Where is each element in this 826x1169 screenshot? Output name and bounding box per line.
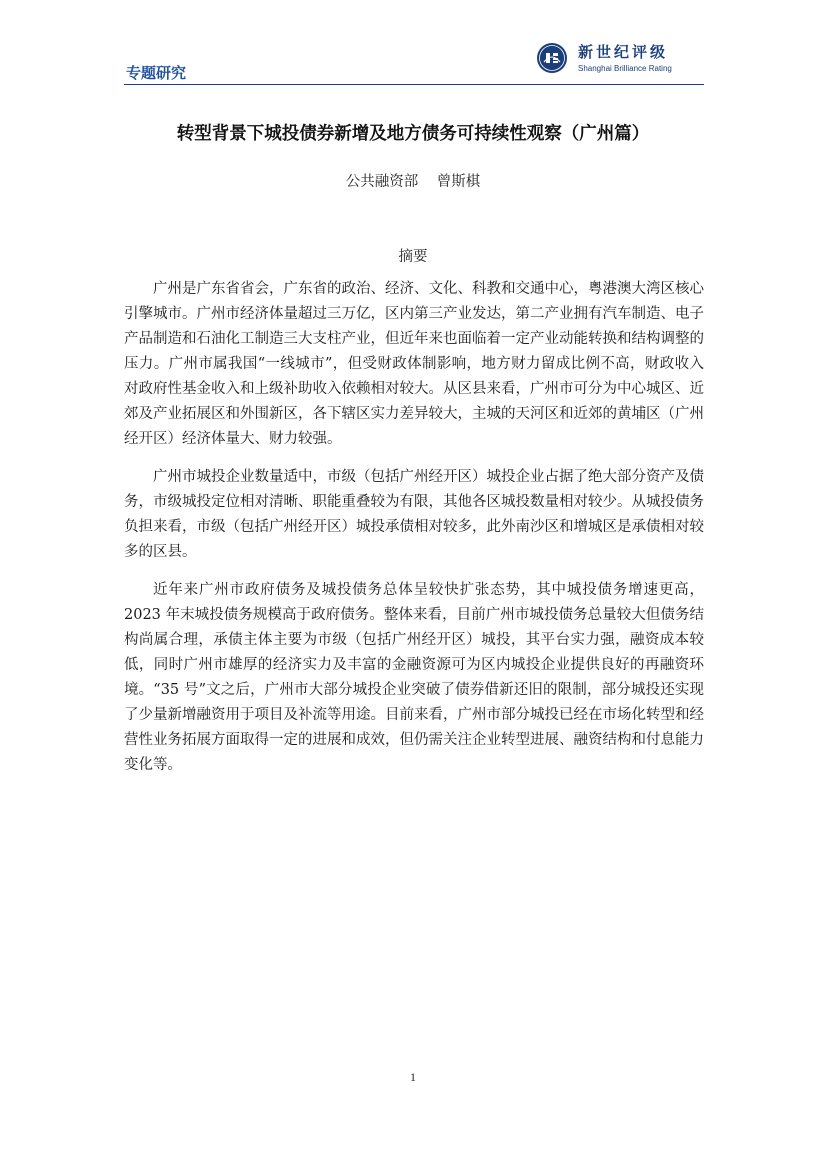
authors-line: 公共融资部 曾斯棋: [345, 174, 481, 190]
abstract-paragraph: 近年来广州市政府债务及城投债务总体呈较快扩张态势，其中城投债务增速更高，2023 年末城投债务规模高于政府债务。整体来看，目前广州市城投债务总量较大但债务结构尚属合理，承债主体主要为市级（包括广州经开区）城投，其平台实力强，融资成本较低，同时广州市雄厚的经济实力及丰富的金融资源可为区内城投企业提供良好的再融资环境。“35 号”文之后，广州市大部分城投企业突破了债券借新还旧的限制，部分城投还实现了少量新增融资用于项目及补流等用途。目前来看，广州市部分城投已经在市场化转型和经营性业务拓展方面取得一定的进展和成效，但仍需关注企业转型进展、融资结构和付息能力变化等。: [124, 582, 704, 773]
page-number: 1: [410, 1070, 416, 1084]
abstract-body: [124, 277, 704, 791]
company-logo: [536, 40, 696, 80]
logo-chinese-name: 新世纪评级: [578, 43, 669, 61]
document-title: 转型背景下城投债券新增及地方债务可持续性观察（广州篇）: [176, 124, 650, 144]
brilliance-logo-icon: [536, 42, 568, 74]
page-header: [124, 40, 704, 85]
abstract-heading: 摘要: [398, 249, 428, 265]
abstract-paragraph: 广州是广东省省会，广东省的政治、经济、文化、科教和交通中心，粤港澳大湾区核心引擎城市。广州市经济体量超过三万亿，区内第三产业发达，第二产业拥有汽车制造、电子产品制造和石油化工制造三大支柱产业，但近年来也面临着一定产业动能转换和结构调整的压力。广州市属我国“一线城市”，但受财政体制影响，地方财力留成比例不高，财政收入对政府性基金收入和上级补助收入依赖相对较大。从区县来看，广州市可分为中心城区、近郊及产业拓展区和外围新区，各下辖区实力差异较大，主城的天河区和近郊的黄埔区（广州经开区）经济体量大、财力较强。: [124, 281, 704, 447]
abstract-paragraph: 广州市城投企业数量适中，市级（包括广州经开区）城投企业占据了绝大部分资产及债务，市级城投定位相对清晰、职能重叠较为有限，其他各区城投数量相对较少。从城投债务负担来看，市级（包括广州经开区）城投承债相对较多，此外南沙区和增城区是承债相对较多的区县。: [124, 469, 704, 560]
section-label: 专题研究: [126, 64, 187, 82]
logo-english-name: Shanghai Brilliance Rating: [578, 64, 672, 73]
